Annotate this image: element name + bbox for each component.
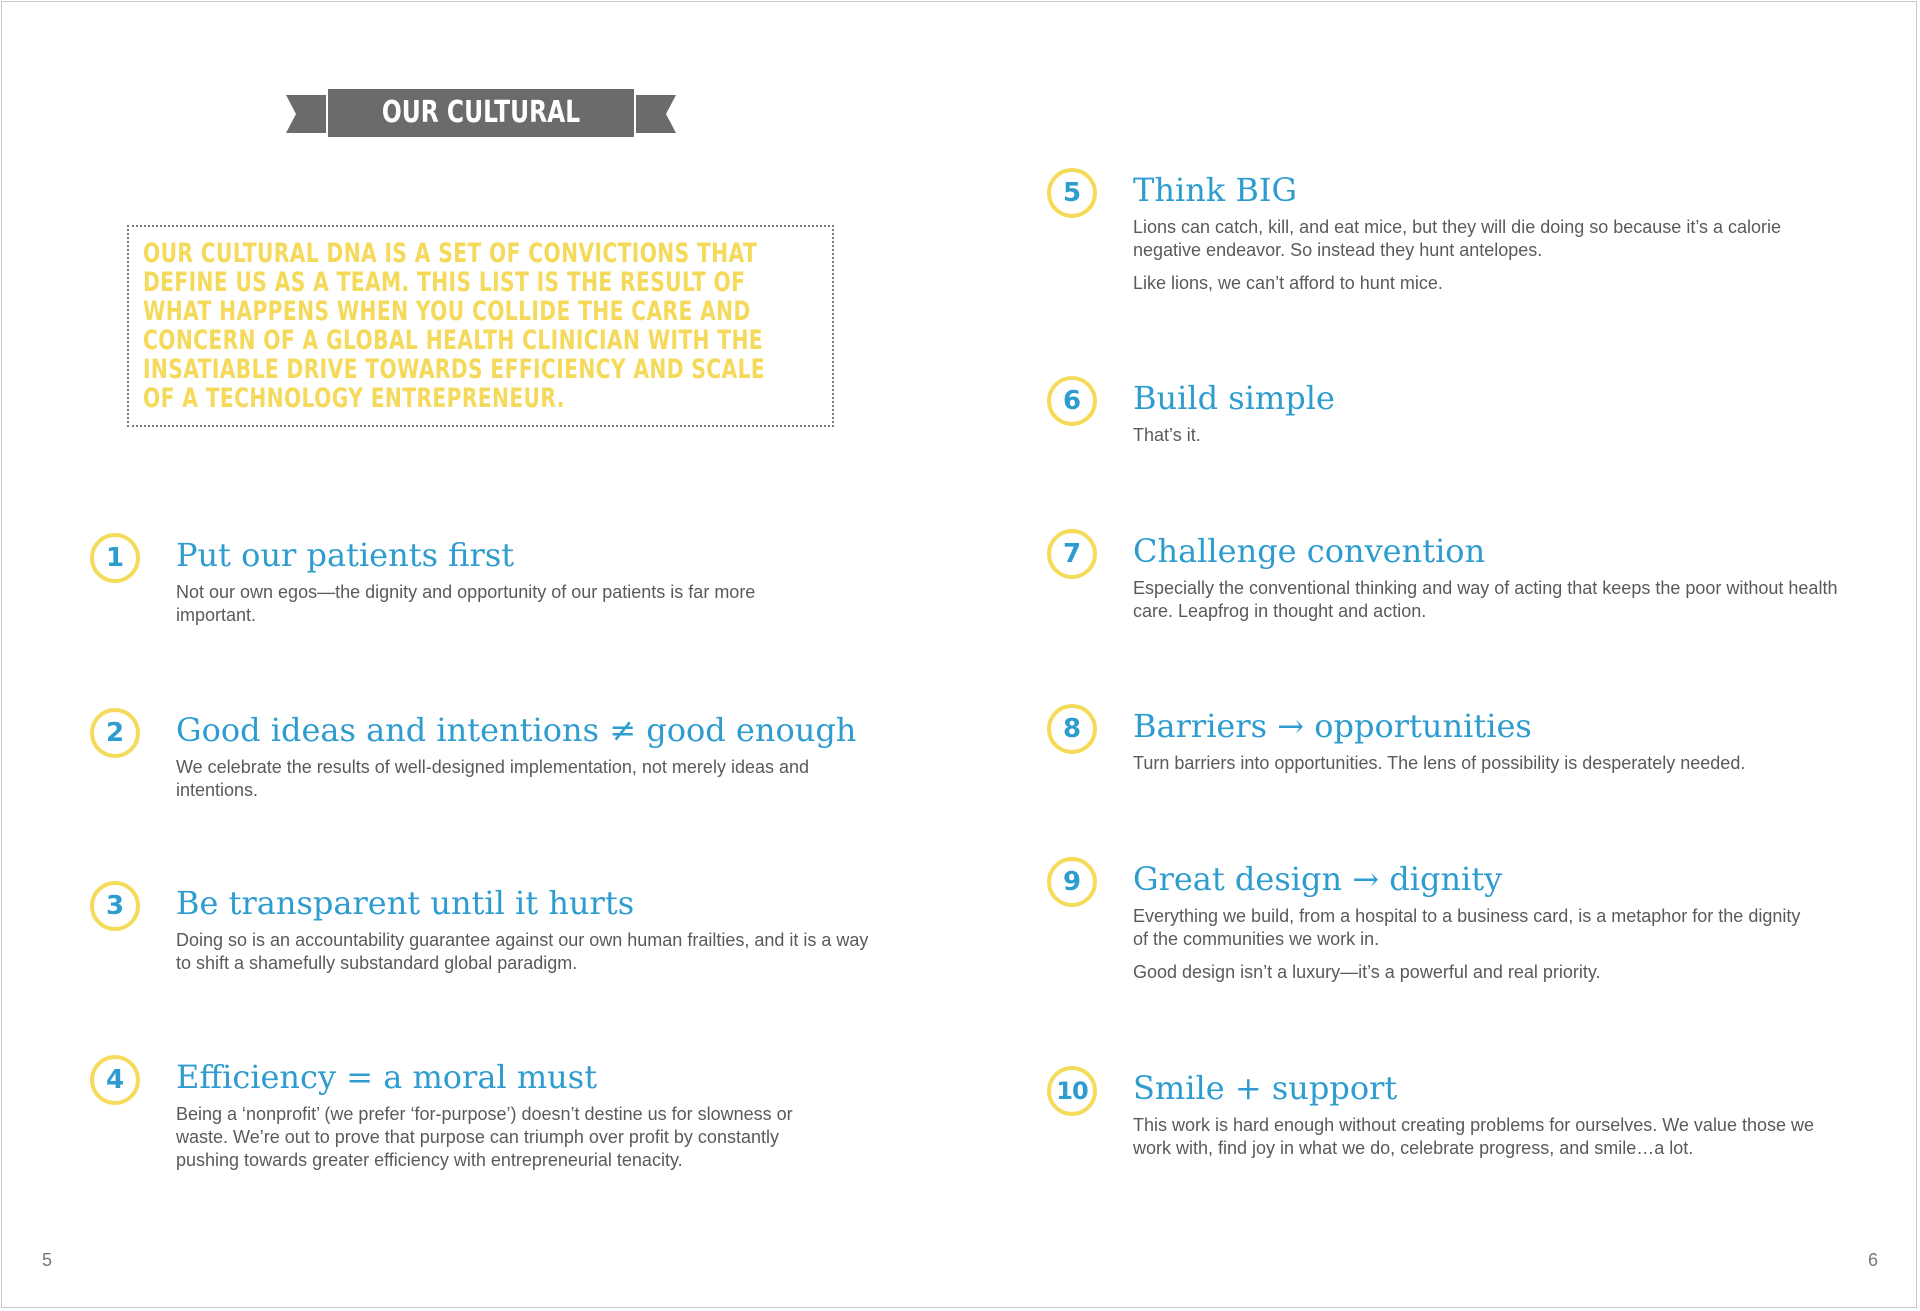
item-body: [1133, 905, 1813, 994]
item-paragraph: Like lions, we can’t afford to hunt mice.: [1133, 273, 1443, 293]
number-badge: 3: [90, 881, 140, 931]
item-paragraph: Being a ‘nonprofit’ (we prefer ‘for-purpose’) doesn’t destine us for slowness or waste. We’re out to prove that purpose can triumph over profit by constantly pushing towards greater efficiency with entrepreneurial tenacity.: [176, 1104, 793, 1170]
item-body: [176, 756, 816, 812]
ribbon-left-tail: [286, 95, 326, 133]
number-badge: 10: [1047, 1066, 1097, 1116]
intro-line: CONCERN OF A GLOBAL HEALTH CLINICIAN WITH THE: [143, 325, 764, 356]
intro-line: INSATIABLE DRIVE TOWARDS EFFICIENCY AND SCALE: [143, 354, 766, 385]
intro-line: WHAT HAPPENS WHEN YOU COLLIDE THE CARE AND: [143, 296, 751, 327]
item-body: [176, 929, 876, 985]
item-body: [1133, 216, 1783, 305]
banner-title: OUR CULTURAL DNA: [362, 89, 601, 137]
section-banner: [286, 89, 676, 178]
item-title: Think BIG: [1133, 171, 1298, 209]
item-paragraph: Lions can catch, kill, and eat mice, but they will die doing so because it’s a calorie negative endeavor. So instead they hunt antelopes.: [1133, 217, 1782, 260]
item-paragraph: We celebrate the results of well-designed implementation, not merely ideas and intentions.: [176, 757, 810, 800]
item-paragraph: This work is hard enough without creating problems for ourselves. We value those we work with, find joy in what we do, celebrate progress, and smile…a lot.: [1133, 1115, 1815, 1158]
item-title: Good ideas and intentions ≠ good enough: [176, 711, 857, 749]
item-body: [1133, 752, 1853, 785]
item-title: Efficiency = a moral must: [176, 1058, 598, 1096]
item-title: Smile + support: [1133, 1069, 1398, 1107]
intro-line: DEFINE US AS A TEAM. THIS LIST IS THE RESULT OF: [143, 267, 746, 298]
page-number-left: 5: [42, 1250, 53, 1270]
ribbon-right-tail: [636, 95, 676, 133]
item-body: [1133, 577, 1843, 633]
intro-line: OF A TECHNOLOGY ENTREPRENEUR.: [143, 383, 565, 414]
number-badge: 7: [1047, 529, 1097, 579]
item-paragraph: Not our own egos—the dignity and opportunity of our patients is far more important.: [176, 582, 756, 625]
item-paragraph: Doing so is an accountability guarantee against our own human frailties, and it is a way to shift a shamefully substandard global paradigm.: [176, 930, 869, 973]
item-paragraph: Good design isn’t a luxury—it’s a powerful and real priority.: [1133, 962, 1601, 982]
item-title: Put our patients first: [176, 536, 515, 574]
item-paragraph: That’s it.: [1133, 425, 1201, 445]
item-body: [176, 1103, 836, 1182]
intro-statement: [143, 239, 818, 413]
number-badge: 1: [90, 533, 140, 583]
page-number-right: 6: [1867, 1250, 1878, 1270]
item-title: Build simple: [1133, 379, 1335, 417]
number-badge: 4: [90, 1055, 140, 1105]
number-badge: 5: [1047, 168, 1097, 218]
number-badge: 6: [1047, 376, 1097, 426]
number-badge: 2: [90, 708, 140, 758]
item-title: Great design → dignity: [1133, 860, 1503, 898]
item-title: Be transparent until it hurts: [176, 884, 635, 922]
item-paragraph: Turn barriers into opportunities. The lens of possibility is desperately needed.: [1133, 753, 1746, 773]
intro-line: OUR CULTURAL DNA IS A SET OF CONVICTIONS THAT: [143, 238, 758, 269]
item-body: [1133, 424, 1783, 457]
item-title: Challenge convention: [1133, 532, 1486, 570]
item-body: [176, 581, 776, 637]
item-paragraph: Especially the conventional thinking and way of acting that keeps the poor without health care. Leapfrog in thought and action.: [1133, 578, 1838, 621]
item-body: [1133, 1114, 1843, 1170]
number-badge: 9: [1047, 857, 1097, 907]
item-paragraph: Everything we build, from a hospital to a business card, is a metaphor for the dignity of the communities we work in.: [1133, 906, 1801, 949]
item-title: Barriers → opportunities: [1133, 707, 1532, 745]
number-badge: 8: [1047, 704, 1097, 754]
